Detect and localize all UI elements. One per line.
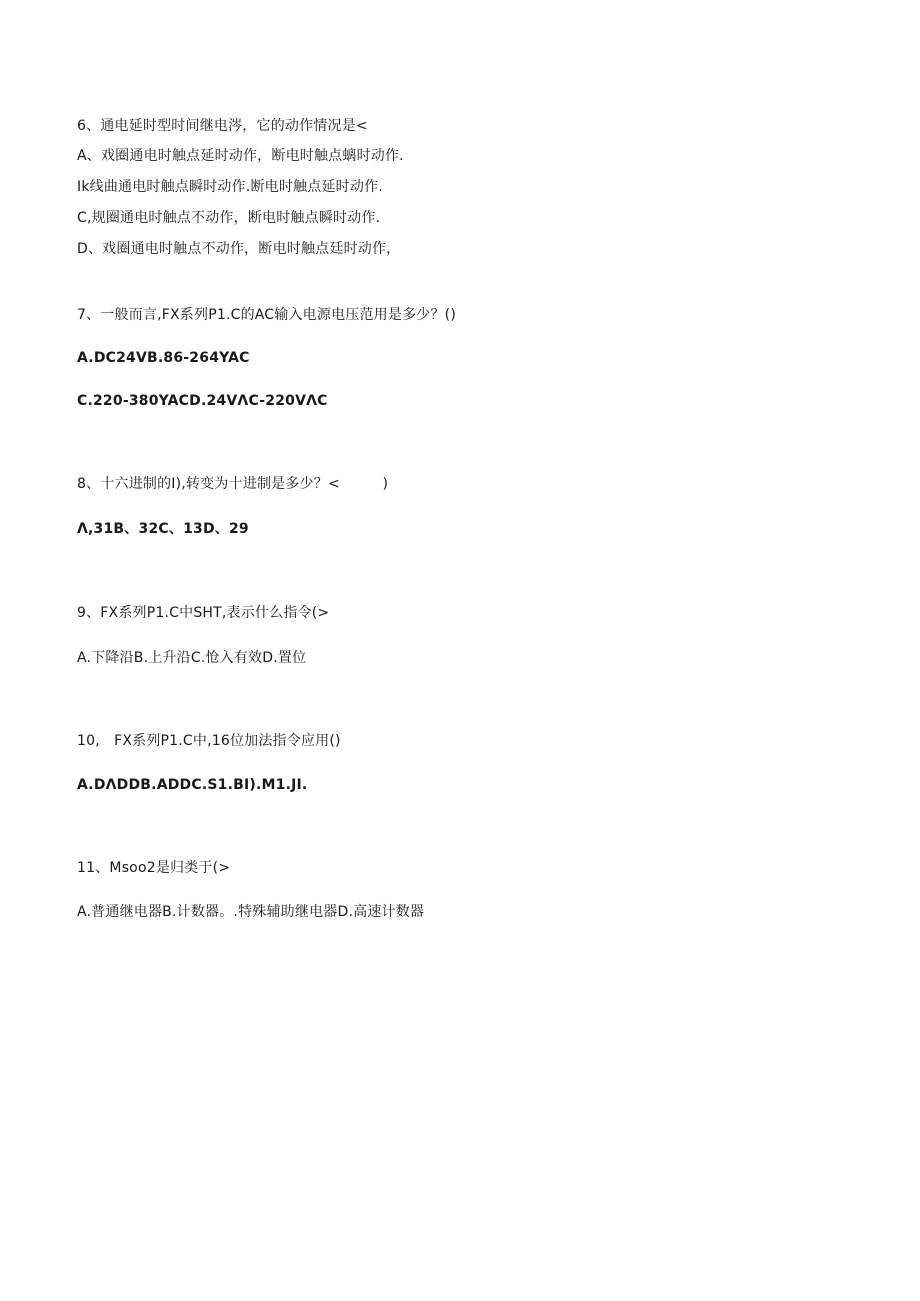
question-6-option-a: A、戏圈通电时触点延时动作，断电时触点螭时动作. bbox=[77, 148, 404, 164]
question-7-options-cd: C.220-380YACD.24VΛC-220VΛC bbox=[77, 393, 328, 409]
question-7-options-ab: A.DC24VB.86-264YAC bbox=[77, 350, 250, 366]
question-7-stem: 7、一般而言,FX系列P1.C的AC输入电源电压范用是多少？() bbox=[77, 307, 457, 323]
question-9-options: A.下降沿B.上升沿C.怆入有效D.置位 bbox=[77, 650, 307, 666]
question-6-option-d: D、戏圈通电时触点不动作，断电时触点廷时动作， bbox=[77, 241, 401, 257]
question-6-option-b: Ik线曲通电时触点瞬时动作.断电时触点延时动作. bbox=[77, 179, 383, 195]
question-11-options: A.普通继电器B.计数器。.特殊辅助继电器D.高速计数器 bbox=[77, 904, 425, 920]
question-6-stem: 6、通电延时型时间继电涔，它的动作情况是< bbox=[77, 118, 368, 134]
question-8-options: Λ,31B、32C、13D、29 bbox=[77, 521, 249, 537]
question-8-stem: 8、十六进制的I),转变为十进制是多少？< ) bbox=[77, 476, 389, 492]
question-10-options: A.DΛDDB.ADDC.S1.BI).M1.JI. bbox=[77, 777, 308, 793]
question-9-stem: 9、FX系列P1.C中SHT,表示什么指令(> bbox=[77, 605, 330, 621]
question-11-stem: 11、Msoo2是归类于(> bbox=[77, 860, 231, 876]
question-10-stem: 10, FX系列P1.C中,16位加法指令应用() bbox=[77, 733, 341, 749]
question-6-option-c: C,规圈通电时触点不动作，断电时触点瞬时动作. bbox=[77, 210, 381, 226]
